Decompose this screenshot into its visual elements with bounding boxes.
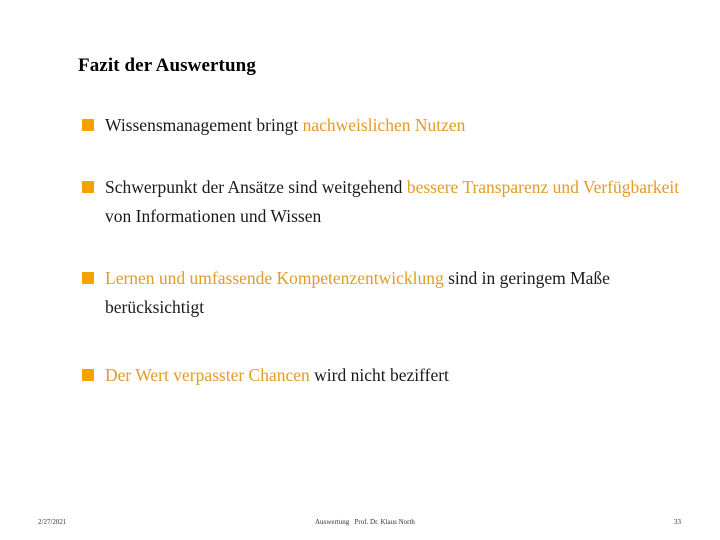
square-bullet-icon	[82, 272, 94, 284]
square-bullet-icon	[82, 181, 94, 193]
bullet-text	[82, 264, 682, 322]
bullet-highlight: bessere Transparenz und Verfügbarkeit	[406, 177, 680, 197]
bullet-text-part: von Informationen und Wissen	[105, 206, 322, 226]
footer-author: Auswertung Prof. Dr. Klaus North	[315, 518, 415, 526]
bullet-highlight: Lernen und umfassende Kompetenzentwicklung	[105, 268, 444, 288]
bullet-highlight: nachweislichen Nutzen	[302, 115, 466, 135]
bullet-text-part: Schwerpunkt der Ansätze sind weitgehend	[105, 177, 407, 197]
bullet-text	[82, 173, 682, 231]
bullet-text	[82, 111, 682, 140]
slide-title: Fazit der Auswertung	[78, 55, 256, 76]
bullet-text-part: sind in geringem Maße berücksichtigt	[105, 268, 610, 317]
bullet-text-part: wird nicht beziffert	[309, 365, 449, 385]
bullet-text-part: Wissensmanagement bringt	[105, 115, 303, 135]
bullet-item-2	[82, 173, 682, 231]
bullet-item-3	[82, 264, 682, 322]
bullet-highlight: Der Wert verpasster Chancen	[105, 365, 310, 385]
footer-page-number: 33	[674, 518, 681, 526]
footer-date: 2/27/2021	[38, 518, 67, 526]
square-bullet-icon	[82, 119, 94, 131]
bullet-text	[82, 361, 682, 390]
square-bullet-icon	[82, 369, 94, 381]
bullet-item-1	[82, 111, 682, 140]
bullet-item-4	[82, 361, 682, 390]
